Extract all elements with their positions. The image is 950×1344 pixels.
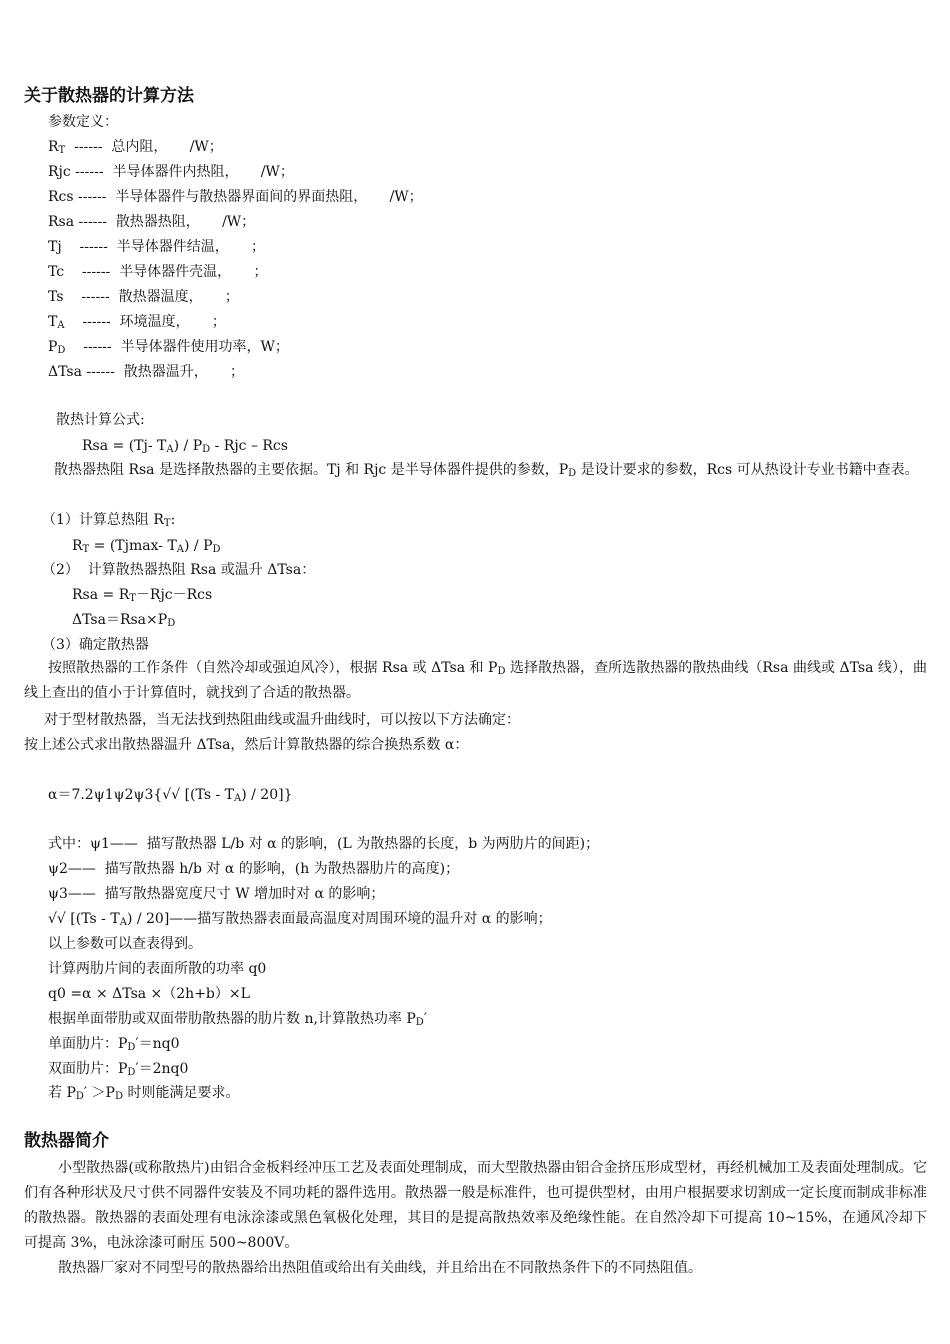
step-1-formula: $R_T = (Tjmax-$ $T_A) / P_D$ [72,538,221,555]
intro-paragraph-2: 散热器厂家对不同型号的散热器给出热阻值或给出有关曲线，并且给出在不同散热条件下的不同热阻值。 [58,1260,702,1276]
param-desc: 散热器温升， ； [123,364,244,380]
param-dash: ------ [64,264,120,280]
param-row [48,337,289,357]
double-fin-formula: 双面肋片：$P_D'=2nq0$ [48,1061,189,1078]
param-desc: 总内阻， /W； [111,139,223,155]
param-desc: 环境温度， ； [119,314,226,330]
param-row [48,212,255,232]
param-sub: A [57,320,65,331]
step-3-label: （3）确定散热器 [42,637,149,653]
main-formula: Rsa = (Tj- $T_A) / P_D$ - Rjc – Rcs [82,438,288,455]
params-intro: 参数定义： [48,114,118,130]
param-dash: ------ [74,214,116,230]
alpha-formula: α＝7.2ψ1ψ2ψ3{√√ $[(Ts - T_A) / 20]$} [48,787,293,804]
step-1-label: （1）计算总热阻 $R_T$: [42,512,176,529]
requirement-condition: 若 $P_D' >P_D$ 时则能满足要求。 [48,1085,240,1102]
step-2-formula-dtsa: $\Delta Tsa=Rsa\times P_D$ [72,612,176,629]
param-sym: Tc [48,264,65,280]
where-line-psi2: ψ2—— 描写散热器 h/b 对 α 的影响，(h 为散热器肋片的高度)； [48,861,460,877]
single-fin-formula: 单面肋片：$P_D'=nq0$ [48,1036,180,1053]
param-dash: ------ [64,314,120,330]
where-line-psi3: ψ3—— 描写散热器宽度尺寸 W 增加时对 α 的影响； [48,886,385,902]
param-dash: ------ [81,364,124,380]
param-sym: Rsa [48,214,75,230]
param-sub: D [57,345,66,356]
lookup-note: 以上参数可以查表得到。 [48,936,202,952]
step-3-paragraph: 按照散热器的工作条件（自然冷却或强迫风冷），根据 Rsa 或 ΔTsa 和 $P_D$ 选择散热器，查所选散热器的散热曲线（Rsa 曲线或 ΔTsa 线），曲线上查出的值小于计算值时，就找到了合适的散热器。 [24,660,927,701]
step-2-formula-rsa: Rsa = $R_T-Rjc-Rcs$ [72,587,213,604]
alpha-method-line: 按上述公式求出散热器温升 ΔTsa，然后计算散热器的综合换热系数 α： [24,737,469,753]
param-sym: R [48,139,59,155]
param-row [48,262,267,282]
param-sym: ΔTsa [48,364,82,380]
param-desc: 半导体器件与散热器界面间的界面热阻， /W； [115,189,423,205]
param-desc: 散热器热阻， /W； [115,214,256,230]
param-sym: P [48,339,58,355]
intro-paragraph-1: 小型散热器(或称散热片)由铝合金板料经冲压工艺及表面处理制成，而大型散热器由铝合金挤压形成型材，再经机械加工及表面处理制成。它们有各种形状及尺寸供不同器件安装及不同功耗的器件选用。散热器一般是标准件，也可提供型材，由用户根据要求切割成一定长度而制成非标准的散热器。散热器的表面处理有电泳涂漆或黑色氧极化处理，其目的是提高散热效率及绝缘性能。在自然冷却下可提高 10~15%，在通风冷却下可提高 3%，电泳涂漆可耐压 500~800V。 [24,1160,927,1251]
param-sym: Rcs [48,189,74,205]
param-row [48,162,294,182]
param-desc: 半导体器件结温， ； [116,239,266,255]
param-desc: 半导体器件使用功率，W； [120,339,289,355]
section-title-intro: 散热器简介 [24,1131,109,1151]
param-dash: ------ [61,239,117,255]
param-dash: ------ [63,289,119,305]
param-sym: Rjc [48,164,71,180]
param-dash: ------ [70,164,113,180]
where-line-psi1: 式中：ψ1—— 描写散热器 L/b 对 α 的影响，(L 为散热器的长度，b 为两肋片的间距)； [48,836,600,852]
section-title-calculation: 关于散热器的计算方法 [24,86,194,106]
param-desc: 散热器温度， ； [118,289,239,305]
param-sym: Ts [48,289,64,305]
formula-heading: 散热计算公式: [56,412,145,428]
param-desc: 半导体器件壳温， ； [119,264,268,280]
param-row [48,362,244,382]
param-dash: ------ [65,339,121,355]
profile-method-line: 对于型材散热器，当无法找到热阻曲线或温升曲线时，可以按以下方法确定： [44,712,520,728]
param-row [48,237,265,257]
param-dash: ------ [73,189,116,205]
pd-prime-heading: 根据单面带肋或双面带肋散热器的肋片数 n,计算散热功率 $P_D'$ [48,1011,428,1028]
where-line-sqrt: √√ [$(Ts - T_A)$ / 20]——描写散热器表面最高温度对周围环境的温升对 α 的影响； [48,911,552,928]
param-dash: ------ [65,139,112,155]
rsa-explanation-paragraph: 散热器热阻 Rsa 是选择散热器的主要依据。Tj 和 Rjc 是半导体器件提供的参数，$P_D$ 是设计要求的参数，Rcs 可从热设计专业书籍中查表。 [54,462,919,479]
step-2-label: （2） 计算散热器热阻 Rsa 或温升 ΔTsa： [42,562,316,578]
param-sub: T [58,145,66,156]
param-row [48,187,423,207]
param-row [48,137,223,157]
q0-heading: 计算两肋片间的表面所散的功率 q0 [48,961,267,977]
param-sym: T [48,314,58,330]
param-desc: 半导体器件内热阻， /W； [112,164,294,180]
q0-formula: q0 =α × ΔTsa ×（2h+b）×L [48,986,250,1002]
param-sym: Tj [48,239,62,255]
param-row [48,312,226,332]
param-row [48,287,239,307]
